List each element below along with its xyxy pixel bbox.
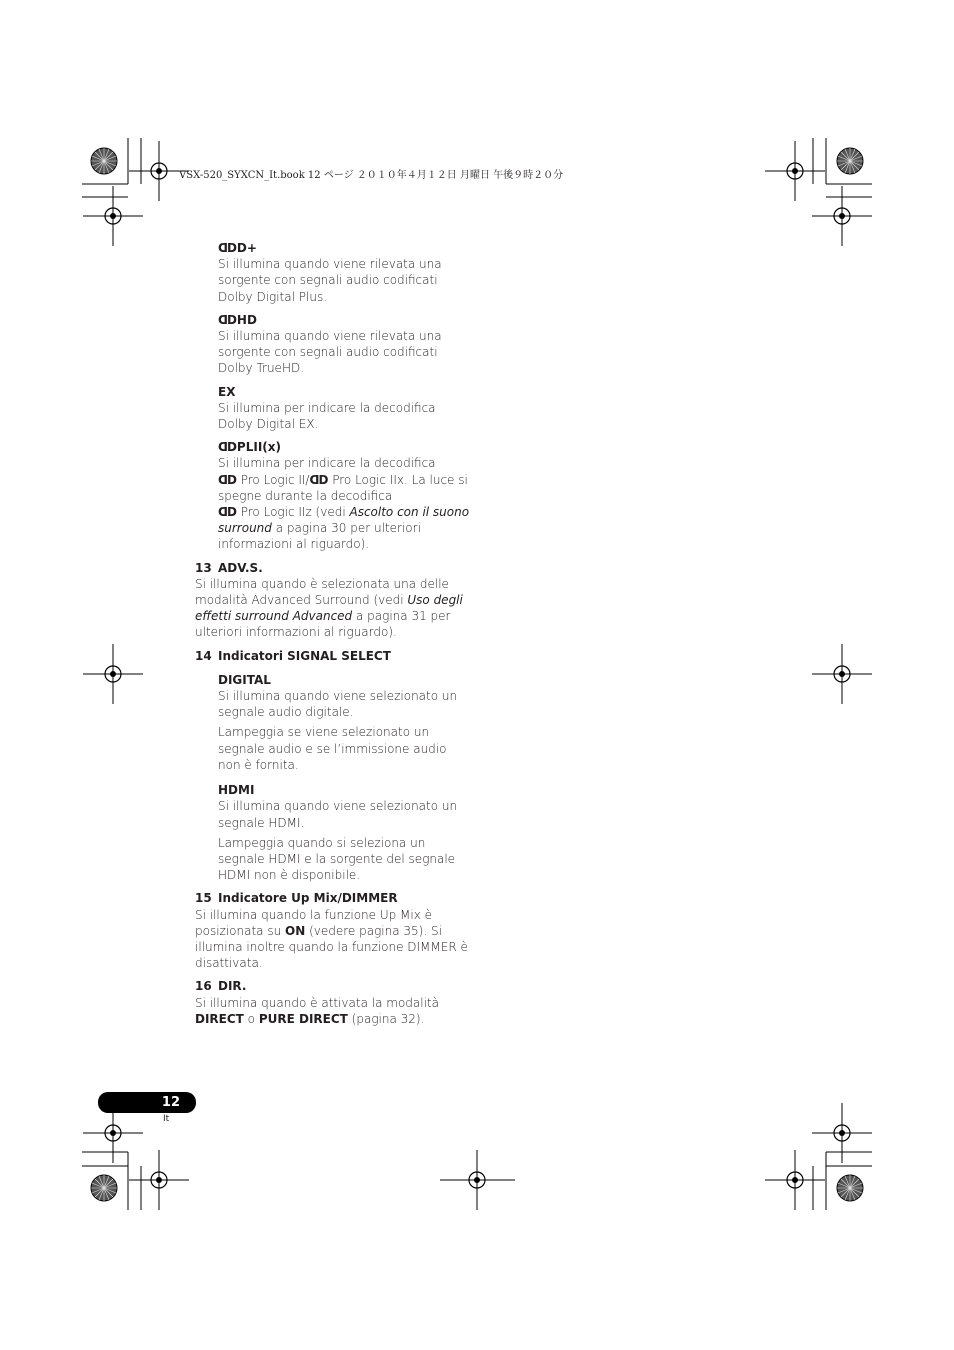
- subsection-text: Si illumina per indicare la decodifica Dolby Digital EX.: [218, 400, 436, 432]
- subsection-title: HDMI: [218, 783, 255, 798]
- dolby-logo-icon: ᗡᗞ: [218, 440, 236, 455]
- item-16-heading: 16 DIR.: [195, 979, 247, 994]
- item-15-text: Si illumina quando la funzione Up Mix è posizionata su ON (vedere pagina 35). Si illumina inoltre quando la funzione DIMMER è disattivata.: [195, 907, 468, 971]
- subsection-dd-hd: [218, 312, 470, 377]
- item-14-heading: 14 Indicatori SIGNAL SELECT: [195, 648, 391, 663]
- subsection-text: Si illumina quando viene selezionato un segnale audio digitale.: [218, 689, 458, 720]
- subsection-text: Si illumina quando viene rilevata una sorgente con segnali audio codificati Dolby TrueHD.: [218, 329, 442, 376]
- subsection-text: Si illumina quando viene rilevata una sorgente con segnali audio codificati Dolby Digital Plus.: [218, 257, 442, 304]
- dolby-logo-icon: ᗡᗞ: [218, 472, 236, 487]
- print-file-info: VSX-520_SYXCN_It.book 12 ページ ２０１０年４月１２日 月曜日 午後９時２０分: [179, 170, 564, 181]
- subsection-ex: [218, 384, 470, 433]
- subsection-title: DIGITAL: [218, 672, 271, 687]
- dolby-logo-icon: ᗡᗞ: [309, 472, 328, 487]
- subsection-text: Si illumina per indicare la decodifica ᗡᗞ Pro Logic II/ᗡᗞ Pro Logic IIx. La luce si spegne durante la decodifica ᗡᗞ Pro Logic IIz (vedi Ascolto con il suono surround a pagina 30 per ulteriori informazioni al riguardo).: [218, 456, 470, 552]
- subsection-text: Lampeggia se viene selezionato un segnale audio e se l’immissione audio non è fornita.: [218, 725, 447, 772]
- subsection-text: Lampeggia quando si seleziona un segnale HDMI e la sorgente del segnale HDMI non è disponibile.: [218, 835, 456, 883]
- content-column: [195, 240, 470, 1034]
- page-number-badge: 12: [98, 1092, 196, 1113]
- subsection-text: Si illumina quando viene selezionato un segnale HDMI.: [218, 799, 458, 830]
- subsection-plii: [218, 439, 470, 552]
- subsection-title: ᗡᗞD+: [218, 241, 257, 255]
- dolby-logo-icon: ᗡᗞ: [218, 312, 236, 327]
- item-13-text: Si illumina quando è selezionata una delle modalità Advanced Surround (vedi Uso degli effetti surround Advanced a pagina 31 per ulteriori informazioni al riguardo).: [195, 576, 463, 640]
- item-13-heading: 13 ADV.S.: [195, 560, 263, 575]
- item-16-text: Si illumina quando è attivata la modalità DIRECT o PURE DIRECT (pagina 32).: [195, 995, 439, 1026]
- subsection-digital: [218, 672, 470, 773]
- dolby-logo-icon: ᗡᗞ: [218, 241, 236, 255]
- subsection-hdmi: [218, 782, 470, 883]
- subsection-title: ᗡᗞPLII(x): [218, 440, 282, 455]
- subsection-title: EX: [218, 384, 236, 399]
- dolby-logo-icon: ᗡᗞ: [218, 505, 236, 520]
- item-15-heading: 15 Indicatore Up Mix/DIMMER: [195, 891, 398, 906]
- language-code: It: [163, 1114, 170, 1124]
- subsection-title: ᗡᗞHD: [218, 312, 257, 327]
- subsection-dd-plus: [218, 240, 470, 305]
